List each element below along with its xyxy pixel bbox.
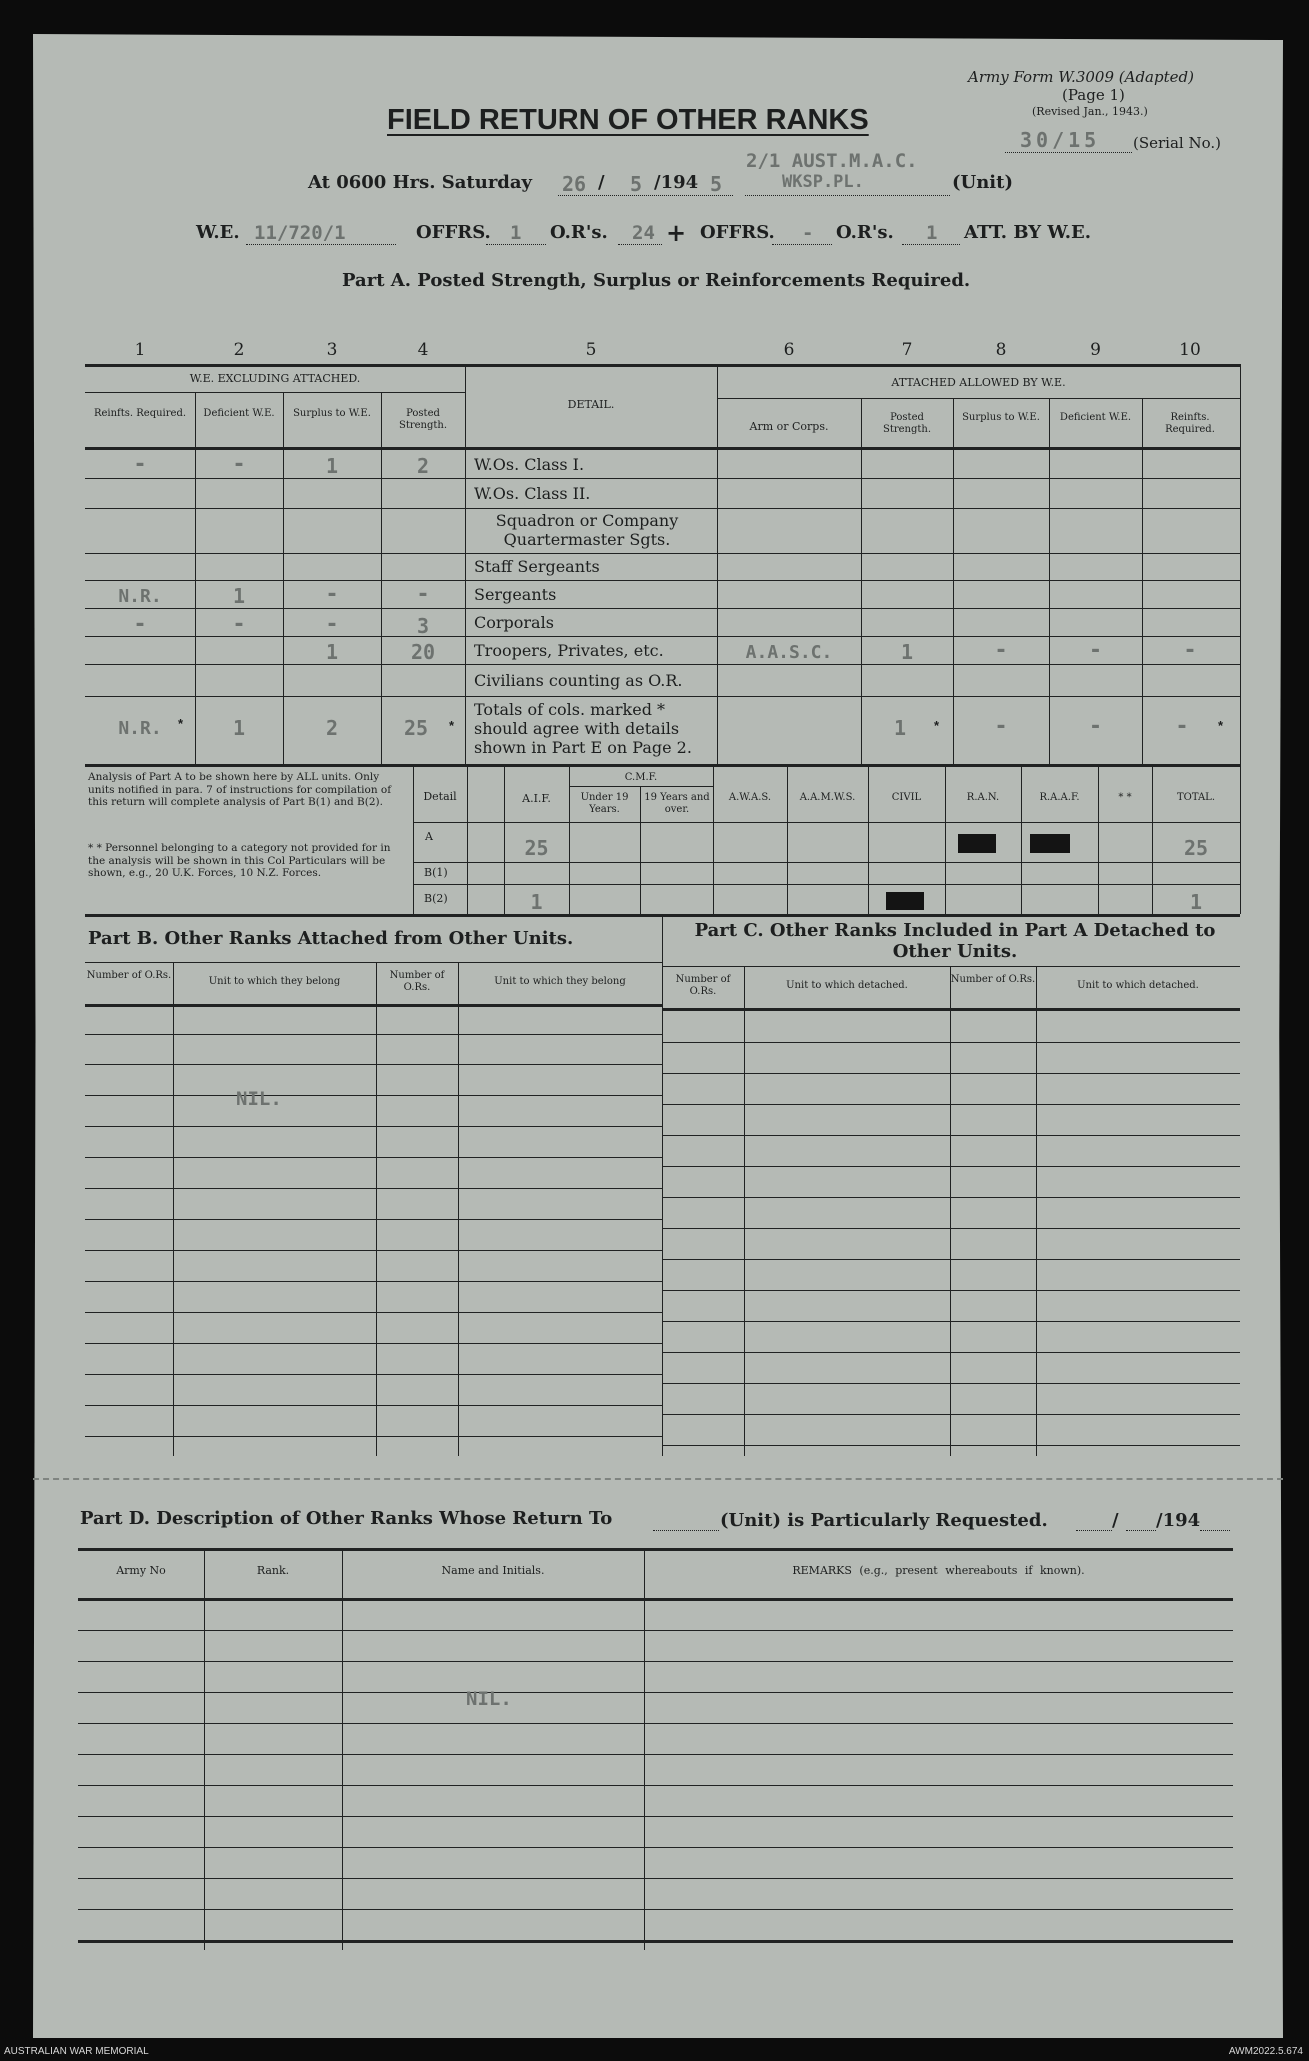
header-posted-strength-att: Posted Strength. xyxy=(882,412,932,435)
analysis-aif-header: A.I.F. xyxy=(522,792,551,805)
header-surplus-we: Surplus to W.E. xyxy=(293,408,371,419)
cell-deficient: - xyxy=(232,452,246,477)
ors2-value: 1 xyxy=(926,222,938,244)
cell-posted: - xyxy=(416,582,430,607)
analysis-total-header: TOTAL. xyxy=(1176,792,1216,803)
cell-surplus-att: - xyxy=(994,638,1008,663)
analysis-row-label: B(1) xyxy=(424,866,448,879)
offrs2-label: OFFRS. xyxy=(700,222,775,243)
footer-left: AUSTRALIAN WAR MEMORIAL xyxy=(4,2046,149,2057)
page-number: (Page 1) xyxy=(1062,86,1125,104)
header-deficient-att: Deficient W.E. xyxy=(1059,412,1132,423)
unit-line-1: 2/1 AUST.M.A.C. xyxy=(746,150,918,172)
col-number: 4 xyxy=(417,340,429,360)
cell-detail: Troopers, Privates, etc. xyxy=(474,641,664,660)
analysis-cmf-header: C.M.F. xyxy=(624,772,658,783)
cell-detail: Totals of cols. marked * should agree with details shown in Part E on Page 2. xyxy=(474,700,692,757)
part-d-entry: NIL. xyxy=(466,1688,512,1710)
analysis-total-value: 1 xyxy=(1189,890,1203,914)
we-label: W.E. xyxy=(196,222,240,243)
analysis-total-value: 25 xyxy=(1183,836,1209,860)
header-arm-or-corps: Arm or Corps. xyxy=(749,420,829,433)
revised-date: (Revised Jan., 1943.) xyxy=(1032,105,1148,118)
part-b-header-unit-2: Unit to which they belong xyxy=(494,976,626,987)
part-b-title: Part B. Other Ranks Attached from Other Units. xyxy=(88,928,574,949)
cell-deficient-att: - xyxy=(1088,714,1103,739)
personnel-note: * * Personnel belonging to a category not provided for in the analysis will be shown in this Col Particulars will be shown, e.g., 20 U.K. Forces, 10 N.Z. Forces. xyxy=(88,842,391,879)
part-c-header-number-2: Number of O.Rs. xyxy=(950,974,1036,985)
page-title: FIELD RETURN OF OTHER RANKS xyxy=(387,104,869,136)
analysis-over19-header: 19 Years and over. xyxy=(644,792,710,815)
part-d-header-name: Name and Initials. xyxy=(441,1564,545,1577)
cell-posted-att: 1 xyxy=(893,716,907,740)
part-d-year: /194 xyxy=(1156,1510,1201,1531)
form-id: Army Form W.3009 (Adapted) xyxy=(968,68,1194,86)
part-d-header-army-no: Army No xyxy=(116,1564,166,1577)
plus-sign: + xyxy=(666,218,687,247)
part-c-title: Part C. Other Ranks Included in Part A Detached to Other Units. xyxy=(694,920,1216,962)
form-paper xyxy=(33,34,1283,2038)
part-b-header-unit: Unit to which they belong xyxy=(208,976,341,987)
we-value: 11/720/1 xyxy=(254,222,346,244)
serial-number: 30/15 xyxy=(1020,128,1101,152)
cell-deficient: 1 xyxy=(232,584,246,608)
cell-reinfts-att: - xyxy=(1183,638,1197,663)
cell-reinfts-att: - xyxy=(1175,714,1189,739)
header-reinfts-att: Reinfts. Required. xyxy=(1165,412,1215,435)
cell-reinfts: N.R. xyxy=(118,718,162,739)
col-number: 5 xyxy=(585,340,597,360)
year-digit: 5 xyxy=(710,172,723,196)
part-b-entry: NIL. xyxy=(236,1088,282,1110)
col-number: 3 xyxy=(326,340,338,360)
cell-surplus-att: - xyxy=(994,714,1008,739)
cell-reinfts: N.R. xyxy=(118,586,162,607)
redaction-block xyxy=(1030,834,1070,853)
part-d-header-rank: Rank. xyxy=(256,1564,290,1577)
cell-posted: 2 xyxy=(416,454,430,478)
part-d-header-remarks: REMARKS (e.g., present whereabouts if known). xyxy=(792,1564,1085,1577)
analysis-row-label: A xyxy=(425,830,433,843)
left-group-header: W.E. EXCLUDING ATTACHED. xyxy=(189,372,361,385)
analysis-civil-header: CIVIL xyxy=(891,792,922,803)
header-surplus-att: Surplus to W.E. xyxy=(962,412,1040,423)
cell-detail: Staff Sergeants xyxy=(474,557,600,576)
cell-surplus: - xyxy=(325,582,339,607)
part-b-header-number-2: Number of O.Rs. xyxy=(389,970,445,993)
header-deficient-we: Deficient W.E. xyxy=(203,408,275,419)
cell-surplus: - xyxy=(325,612,339,637)
cell-detail: W.Os. Class I. xyxy=(474,455,585,474)
serial-label: (Serial No.) xyxy=(1133,134,1221,152)
analysis-other-header: * * xyxy=(1118,792,1132,803)
col-number: 6 xyxy=(783,340,795,360)
analysis-detail-header: Detail xyxy=(423,790,457,803)
cell-detail: Sergeants xyxy=(474,585,557,604)
analysis-raaf-header: R.A.A.F. xyxy=(1039,792,1080,803)
att-by-we-label: ATT. BY W.E. xyxy=(964,222,1092,243)
cell-detail: Civilians counting as O.R. xyxy=(474,671,683,690)
cell-reinfts: - xyxy=(133,452,147,477)
analysis-note: Analysis of Part A to be shown here by ALL units. Only units notified in para. 7 of instructions for compilation of this return will complete analysis of Part B(1) and B(2). xyxy=(88,771,392,808)
part-c-header-unit: Unit to which detached. xyxy=(786,980,908,991)
cell-deficient: - xyxy=(232,612,246,637)
star-marker: * xyxy=(934,718,940,733)
ors-value: 24 xyxy=(632,222,655,244)
star-marker: * xyxy=(1218,718,1224,733)
part-d-title: Part D. Description of Other Ranks Whose Return To xyxy=(80,1508,613,1529)
col-number: 10 xyxy=(1179,340,1201,360)
part-b-header-number: Number of O.Rs. xyxy=(86,970,172,981)
ors-label: O.R's. xyxy=(550,222,608,243)
slash: / xyxy=(1112,1510,1119,1531)
date-day: 26 xyxy=(562,172,587,196)
right-group-header: ATTACHED ALLOWED BY W.E. xyxy=(891,376,1066,389)
star-marker: * xyxy=(449,718,455,733)
col-number: 2 xyxy=(233,340,245,360)
col-number: 9 xyxy=(1090,340,1101,360)
offrs-label: OFFRS. xyxy=(416,222,491,243)
col-number: 7 xyxy=(901,340,913,360)
analysis-ran-header: R.A.N. xyxy=(966,792,1000,803)
analysis-row-label: B(2) xyxy=(424,892,448,905)
cell-surplus: 2 xyxy=(325,716,339,740)
part-d-title-unit: (Unit) is Particularly Requested. xyxy=(720,1510,1048,1531)
offrs-value: 1 xyxy=(510,222,522,244)
cell-posted-att: 1 xyxy=(900,640,914,664)
cell-deficient: 1 xyxy=(232,716,246,740)
ors2-label: O.R's. xyxy=(836,222,894,243)
unit-label: (Unit) xyxy=(952,172,1013,193)
year-prefix: /194 xyxy=(654,172,699,193)
cell-detail: Squadron or Company Quartermaster Sgts. xyxy=(495,511,679,549)
cell-posted: 3 xyxy=(416,614,430,638)
redaction-block xyxy=(958,834,996,853)
cell-reinfts: - xyxy=(133,612,147,637)
offrs2-value: - xyxy=(802,222,814,244)
col-number: 1 xyxy=(134,340,146,360)
part-c-header-number: Number of O.Rs. xyxy=(675,974,731,997)
cell-surplus: 1 xyxy=(325,640,339,664)
cell-posted: 20 xyxy=(410,640,436,664)
analysis-awas-header: A.W.A.S. xyxy=(728,792,772,803)
analysis-aif-value: 1 xyxy=(530,890,543,914)
cell-detail: W.Os. Class II. xyxy=(474,484,591,503)
cell-arm-or-corps: A.A.S.C. xyxy=(745,642,833,663)
cell-posted: 25 xyxy=(403,716,429,740)
header-detail: DETAIL. xyxy=(567,398,615,411)
analysis-aif-value: 25 xyxy=(524,836,549,860)
part-c-header-unit-2: Unit to which detached. xyxy=(1077,980,1199,991)
cell-deficient-att: - xyxy=(1088,638,1103,663)
date-month: 5 xyxy=(630,172,643,196)
redaction-block xyxy=(886,892,924,910)
unit-line-2: WKSP.PL. xyxy=(782,172,864,192)
perforation-line xyxy=(33,1478,1283,1480)
col-number: 8 xyxy=(995,340,1007,360)
at-time-label: At 0600 Hrs. Saturday xyxy=(308,172,533,193)
header-posted-strength: Posted Strength. xyxy=(398,408,448,431)
cell-detail: Corporals xyxy=(474,613,554,632)
analysis-aamws-header: A.A.M.W.S. xyxy=(799,792,856,803)
star-marker: * xyxy=(178,716,184,731)
footer-right: AWM2022.5.674 xyxy=(1228,2046,1303,2057)
header-reinfts-required: Reinfts. Required. xyxy=(93,408,187,419)
cell-surplus: 1 xyxy=(325,454,339,478)
part-a-title: Part A. Posted Strength, Surplus or Reinforcements Required. xyxy=(342,270,971,291)
analysis-under19-header: Under 19 Years. xyxy=(580,792,629,815)
